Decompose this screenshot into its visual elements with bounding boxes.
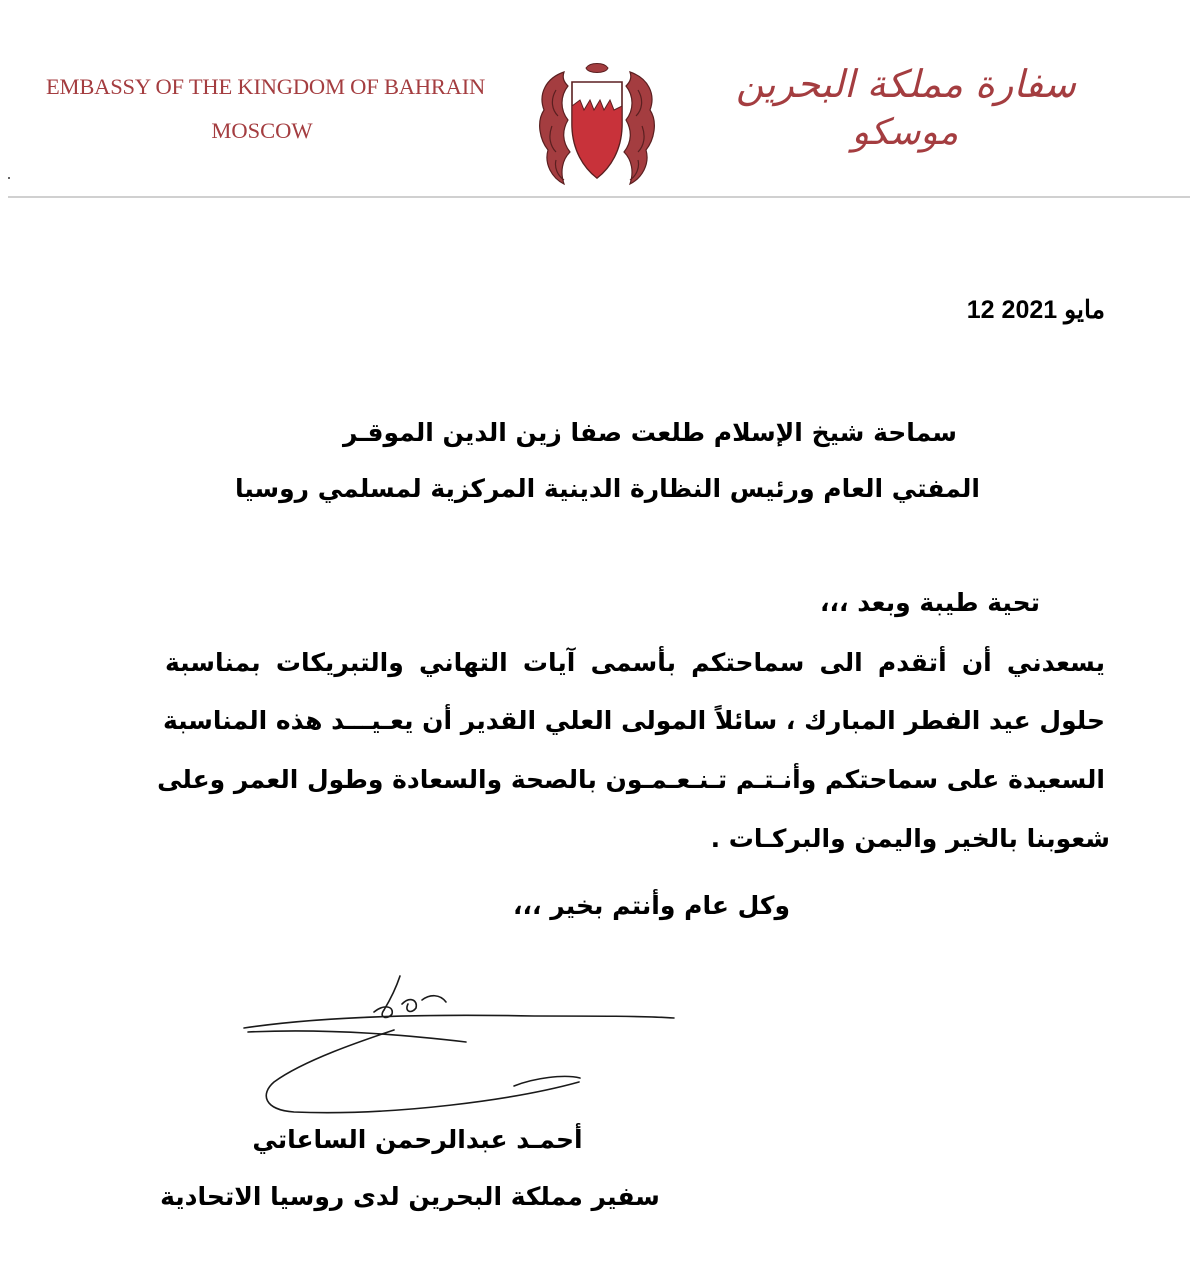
body-line: حلول عيد الفطر المبارك ، سائلاً المولى العلي القدير أن يعـيـــد هذه المناسبة [162, 706, 1105, 735]
letterhead-english-city: MOSCOW [211, 118, 313, 143]
signatory-name: أحمـد عبدالرحمن الساعاتي [252, 1125, 583, 1154]
margin-mark [8, 177, 10, 179]
signatory-title: سفير مملكة البحرين لدى روسيا الاتحادية [160, 1182, 660, 1211]
bahrain-coat-of-arms-icon [534, 60, 660, 190]
header-divider [8, 196, 1190, 198]
letterhead-arabic-title: سفارة مملكة البحرين [736, 62, 1076, 106]
letterhead [0, 0, 1190, 200]
body-line: شعوبنا بالخير واليمن والبركـات . [710, 824, 1110, 853]
body-line: يسعدني أن أتقدم الى سماحتكم بأسمى آيات التهاني والتبريكات بمناسبة [165, 648, 1105, 677]
greeting: تحية طيبة وبعد ،،، [820, 588, 1040, 617]
recipient-line-2: المفتي العام ورئيس النظارة الدينية المركزية لمسلمي روسيا [234, 474, 980, 503]
body-line: السعيدة على سماحتكم وأنـتـم تـنـعـمـون بالصحة والسعادة وطول العمر وعلى [157, 765, 1105, 794]
letterhead-arabic-city: موسكو [851, 112, 959, 153]
closing: وكل عام وأنتم بخير ،،، [513, 891, 790, 920]
recipient-line-1: سماحة شيخ الإسلام طلعت صفا زين الدين الموقـر [342, 418, 957, 447]
letterhead-english-title: EMBASSY OF THE KINGDOM OF BAHRAIN [46, 74, 486, 99]
letter-date: 12 مايو 2021 [966, 296, 1105, 324]
handwritten-signature-icon [234, 970, 679, 1120]
